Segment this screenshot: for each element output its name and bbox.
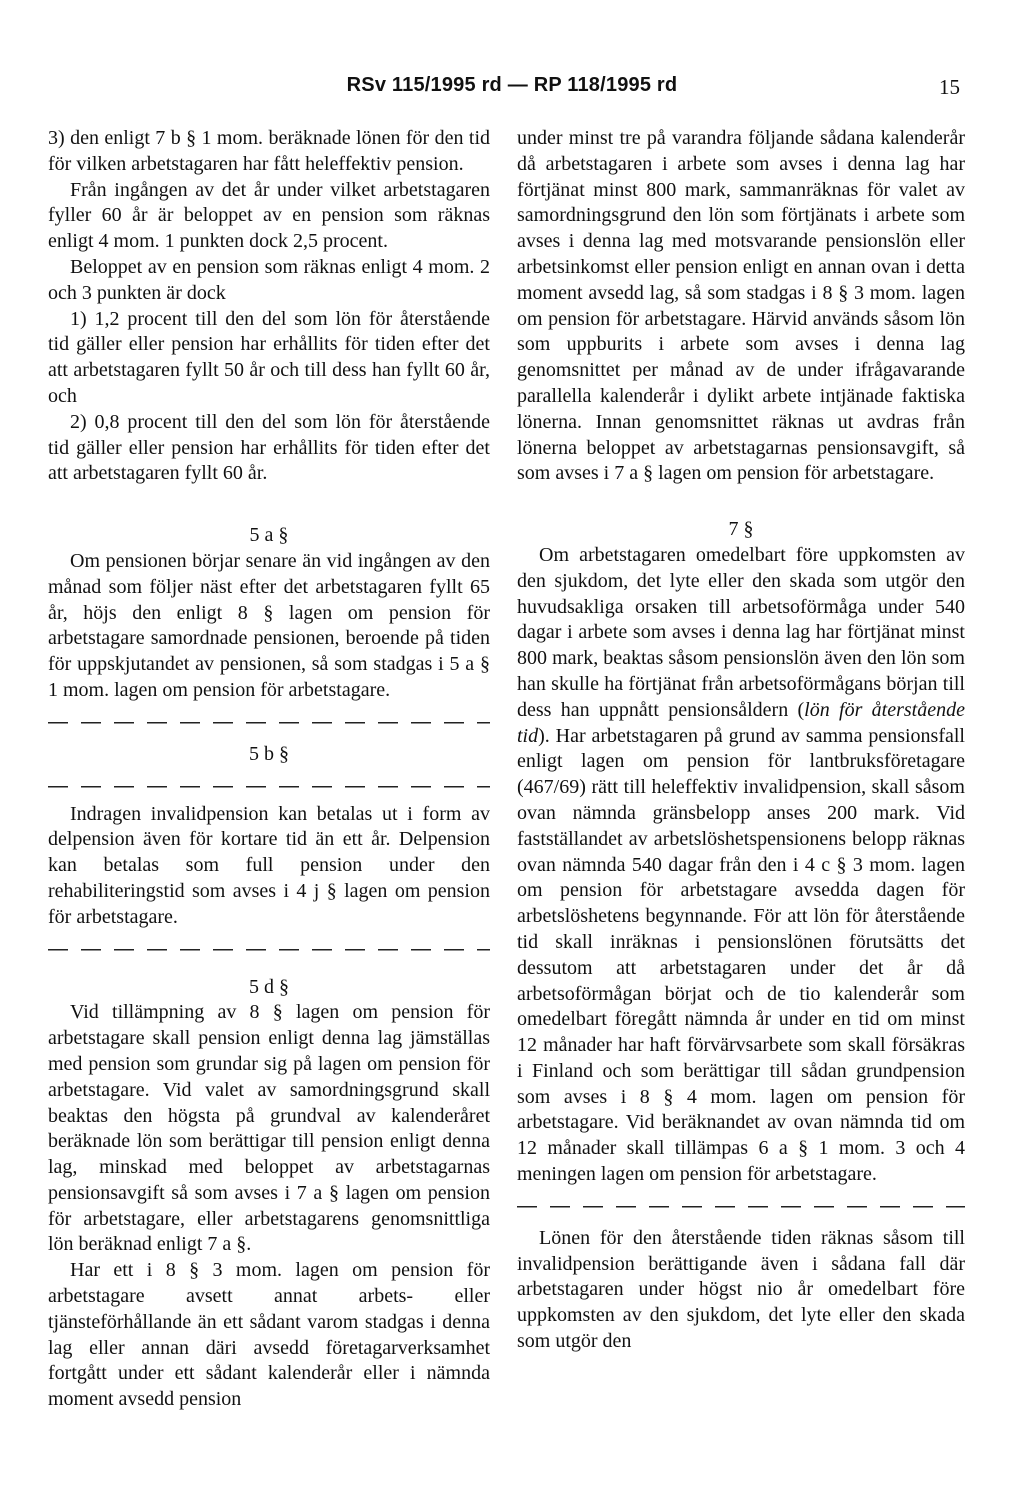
omission-separator [48,943,490,955]
paragraph: Beloppet av en pension som räknas enligt 4 mom. 2 och 3 punkten är dock [48,255,490,304]
list-item: 2) 0,8 procent till den del som lön för återstående tid gäller eller pension har erhållits för tiden efter det att arbetstagaren fyllt 60 år. [48,410,490,485]
section-text-7: Om arbetstagaren omedelbart före uppkomsten av den sjukdom, det lyte eller den skada som utgör den huvudsakliga orsaken till arbetsoförmåga under 540 dagar i arbete som avses i denna lag har förtjänat minst 800 mark, beaktas såsom pensionslön även den lön som han skulle ha förtjänat från arbetsoförmågans början till dess han uppnått pensionsåldern (lön för återstående tid). Har arbetstagaren på grund av samma pensionsfall enligt lagen om pension för lantbruksföretagare (467/69) rätt till heleffektiv invalidpension, skall såsom ovan nämnda gränsbelopp anses 200 mark. Vid fastställandet av arbetslöshetspensionens belopp räknas ovan nämnda 540 dagar från den i 4 c § 3 mom. lagen om pension för arbetstagare avsedda dagen för arbetslöshetens begynnande. För att lön för återstående tid skall inräknas i pensionslönen förutsätts det dessutom att arbetstagaren under det år då arbetsoförmågan börjat och de tio kalenderår som omedelbart föregått nämnda år under en tid om minst 12 månader har haft förvärvsarbete som skall försäkras i Finland och som berättigar till sådan grundpension som avses i 8 § 4 mom. lagen om pension för arbetstagare. Vid beräknandet av ovan nämnda tid om 12 månader skall tillämpas 6 a § 1 mom. 3 och 4 meningen lagen om pension för arbetstagare. [517,543,965,1186]
section-text-5b: Indragen invalidpension kan betalas ut i form av delpension även för kortare tid än ett år. Delpension kan betalas som full pension under den rehabiliteringstid som avses i 4 j § lagen om pension för arbetstagare. [48,802,490,928]
paragraph: Lönen för den återstående tiden räknas såsom till invalidpension berättigande även i sådana fall där arbetstagaren under högst nio år omedelbart före uppkomsten av den sjukdom, det lyte eller den skada som utgör den [517,1226,965,1353]
omission-separator [517,1200,965,1212]
left-column [48,126,490,1413]
running-title: RSv 115/1995 rd — RP 118/1995 rd [346,74,678,96]
list-item: 1) 1,2 procent till den del som lön för återstående tid gäller eller pension har erhållits för tiden efter det att arbetstagaren fyllt 50 år och till dess han fyllt 60 år, och [48,307,490,407]
italic-term: lön för återstående tid [517,698,965,747]
page-number: 15 [939,75,960,99]
omission-separator [48,716,490,728]
right-column [517,126,965,1355]
omission-separator [48,780,490,792]
paragraph: Från ingången av det år under vilket arbetstagaren fyller 60 år är beloppet av en pension som räknas enligt 4 mom. 1 punkten dock 2,5 procent. [48,178,490,253]
section-heading-5b: 5 b § [249,742,289,765]
section-text-5d: Har ett i 8 § 3 mom. lagen om pension för arbetstagare avsett annat arbets- eller tjänsteförhållande än ett sådant varom stadgas i denna lag eller annan däri avsedd företagarverksamhet fortgått under ett sådant kalenderår eller i nämnda moment avsedd pension [48,1259,490,1411]
section-heading-5d: 5 d § [249,975,289,998]
section-heading-5a: 5 a § [249,524,289,547]
section-text-5a: Om pensionen börjar senare än vid ingången av den månad som följer näst efter det arbetstagaren fyllt 65 år, höjs den enligt 8 § lagen om pension för arbetstagare samordnade pensionen, beroende på tiden för uppskjutandet av pensionen, så som stadgas i 5 a § 1 mom. lagen om pension för arbetstagare. [48,549,490,701]
paragraph: under minst tre på varandra följande sådana kalenderår då arbetstagaren i arbete som avses i denna lag har förtjänat minst 800 mark, sammanräknas för valet av samordningsgrund den lön som förtjänats i arbete som avses i denna lag med motsvarande pensionslön eller arbetsinkomst eller pension enligt en annan ovan i detta moment avsedd lag, så som stadgas i 8 § 3 mom. lagen om pension för arbetstagare. Härvid används såsom lön som uppburits i arbete som avses i denna lag genomsnittet per månad av de under ifrågavarande parallella kalenderår i dylikt arbete intjänade faktiska lönerna. Innan genomsnittet räknas ut avdras från lönerna beloppet av arbetstagarnas pensionsavgift, så som avses i 7 a § lagen om pension för arbetstagare. [517,127,965,485]
page-header [0,74,1024,102]
section-text-5d: Vid tillämpning av 8 § lagen om pension för arbetstagare skall pension enligt denna lag jämställas med pension som grundar sig på lagen om pension för arbetstagare. Vid valet av samordningsgrund skall beaktas den högsta på grundval av kalenderåret beräknade lön som berättigar till pension enligt denna lag, minskad med beloppet av arbetstagarnas pensionsavgift så som avses i 7 a § lagen om pension för arbetstagare, eller arbetstagarens genomsnittliga lön beräknad enligt 7 a §. [48,1001,490,1256]
paragraph: 3) den enligt 7 b § 1 mom. beräknade lönen för den tid för vilken arbetstagaren har fått heleffektiv pension. [48,127,490,175]
section-heading-7: 7 § [728,518,754,541]
